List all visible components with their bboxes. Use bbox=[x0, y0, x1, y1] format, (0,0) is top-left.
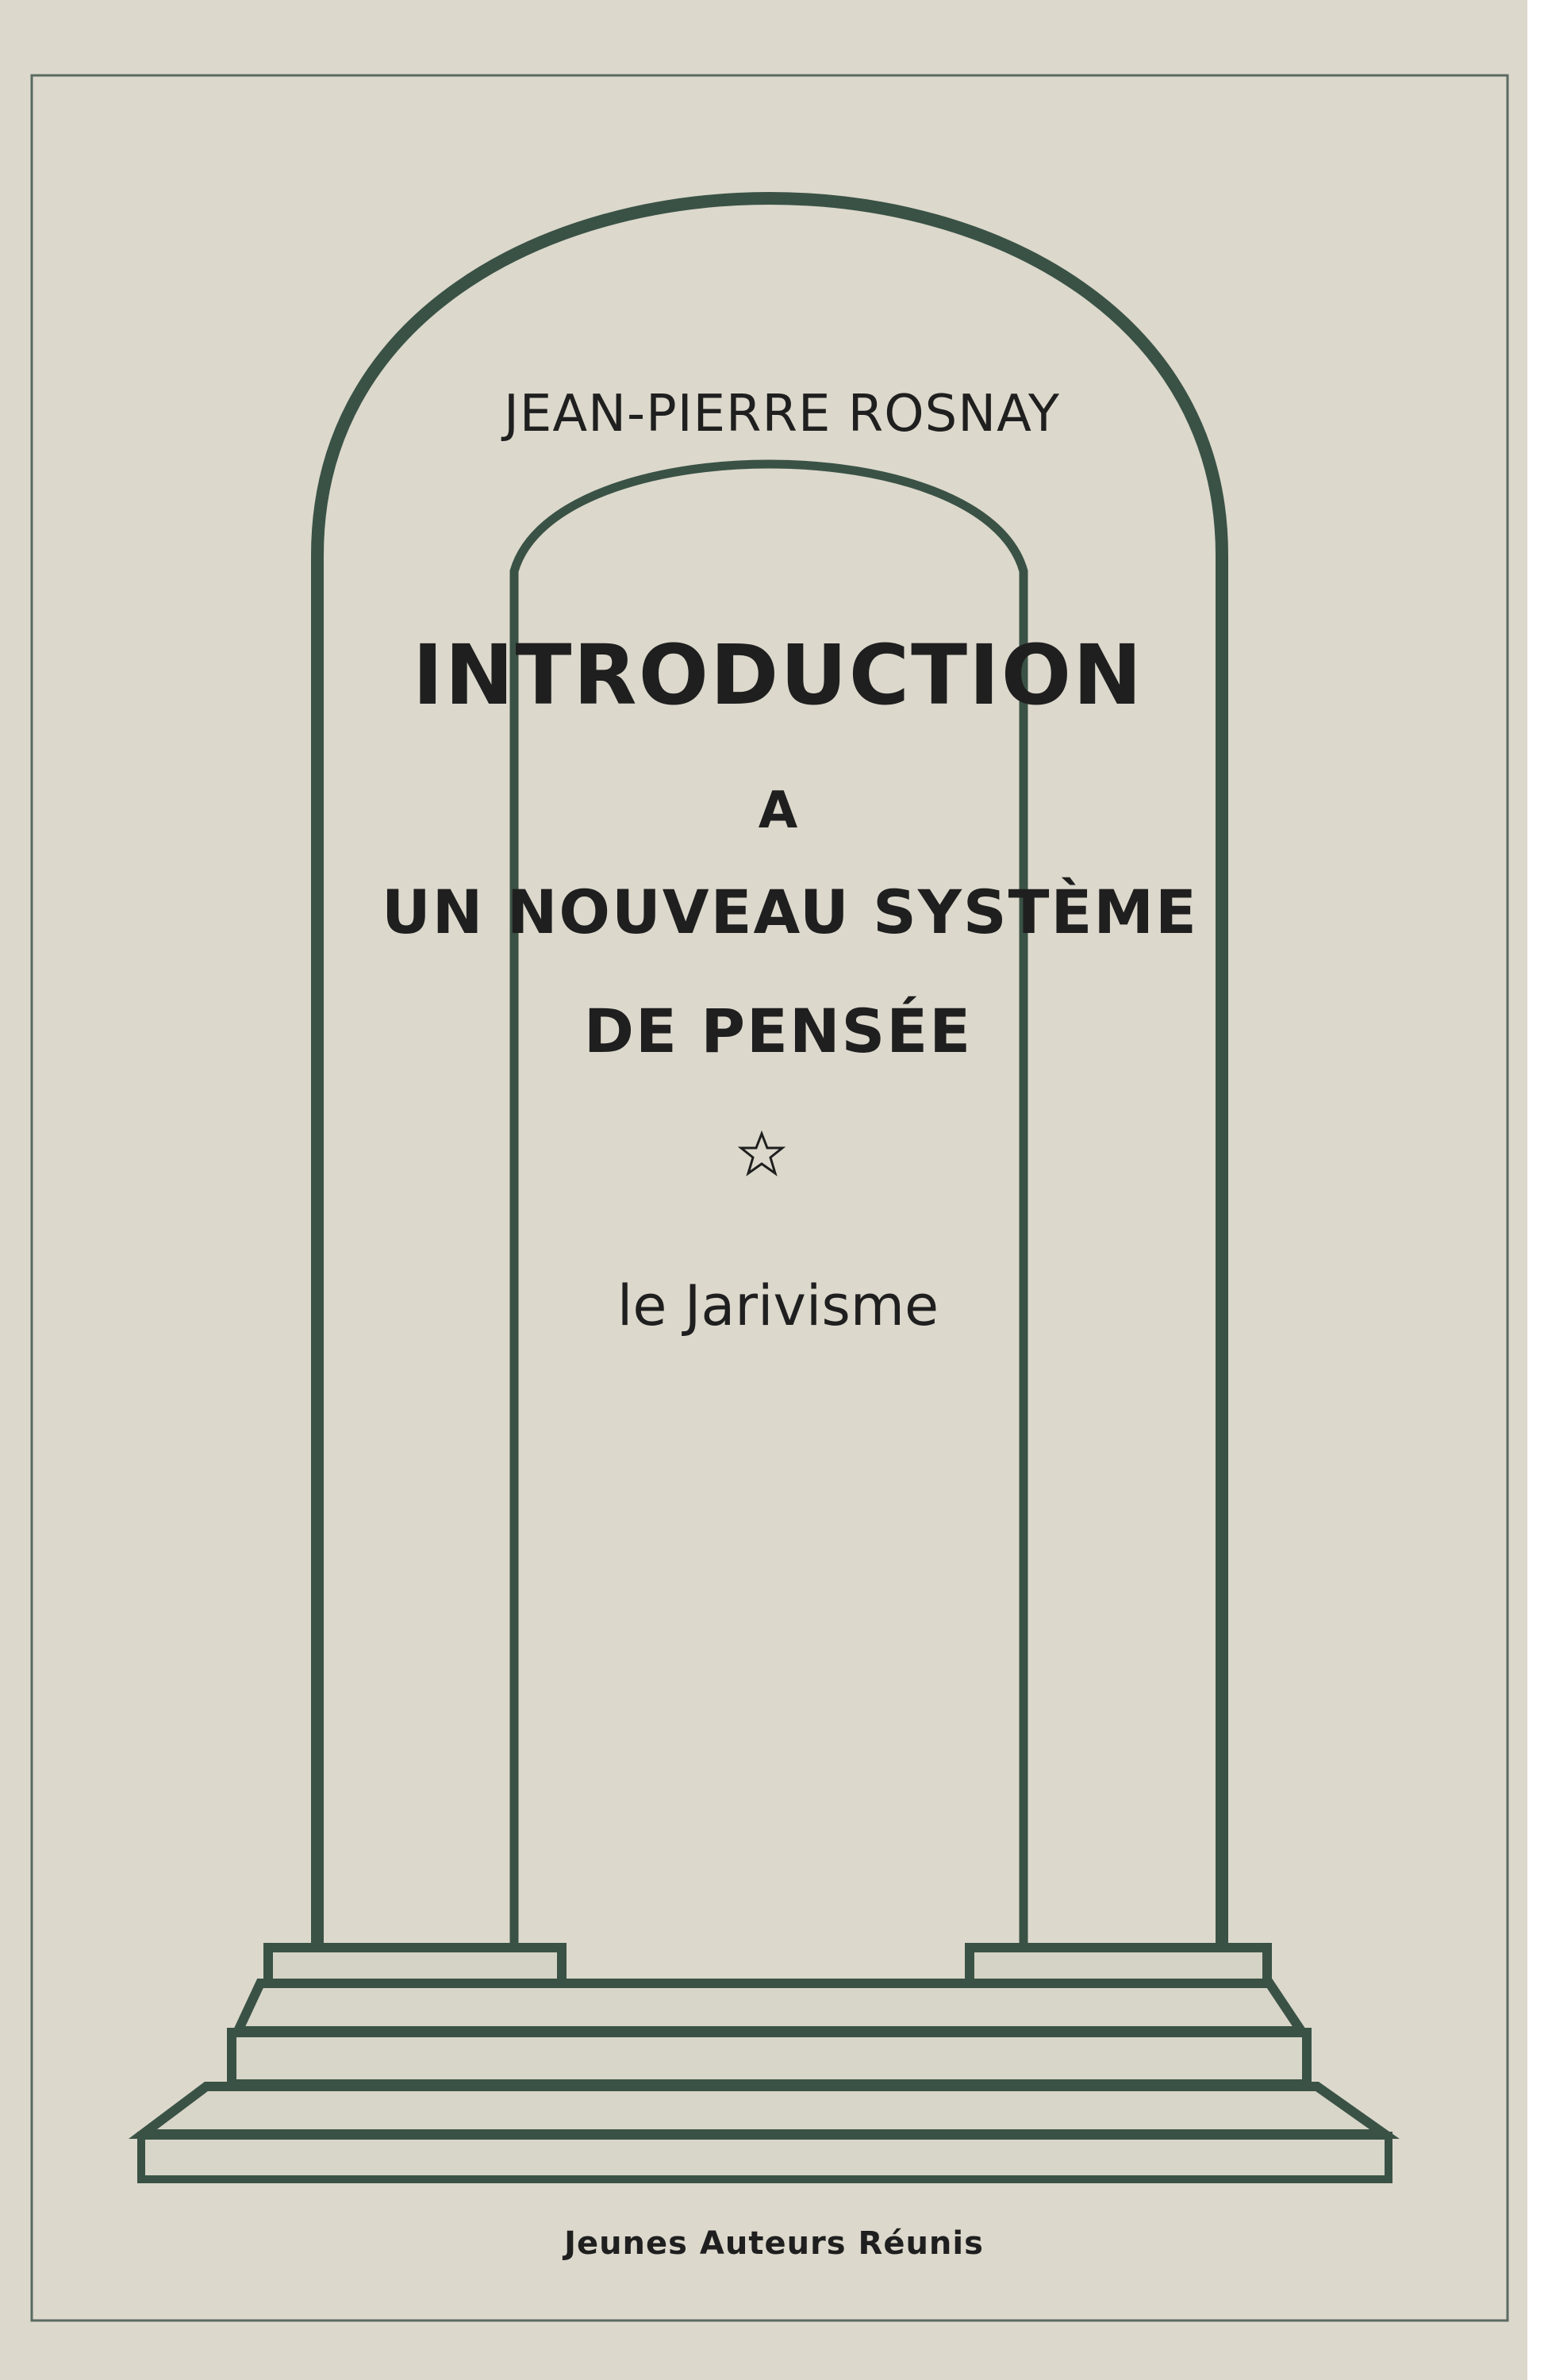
author-name: JEAN-PIERRE ROSNAY bbox=[504, 385, 1060, 443]
left-plinth bbox=[268, 1948, 562, 1983]
title-line-1: INTRODUCTION bbox=[412, 627, 1144, 724]
title-line-4: DE PENSÉE bbox=[583, 996, 973, 1066]
title-line-2: A bbox=[758, 781, 798, 840]
step-top bbox=[238, 1983, 1301, 2031]
step-bottom bbox=[141, 2136, 1389, 2179]
title-line-3: UN NOUVEAU SYSTÈME bbox=[382, 877, 1198, 947]
step-middle bbox=[232, 2033, 1307, 2084]
right-plinth bbox=[970, 1948, 1267, 1983]
subtitle: le Jarivisme bbox=[617, 1273, 939, 1338]
paper-edge-shadow bbox=[1527, 0, 1548, 2380]
step-lower bbox=[143, 2086, 1385, 2134]
publisher-name: Jeunes Auteurs Réunis bbox=[564, 2225, 984, 2262]
